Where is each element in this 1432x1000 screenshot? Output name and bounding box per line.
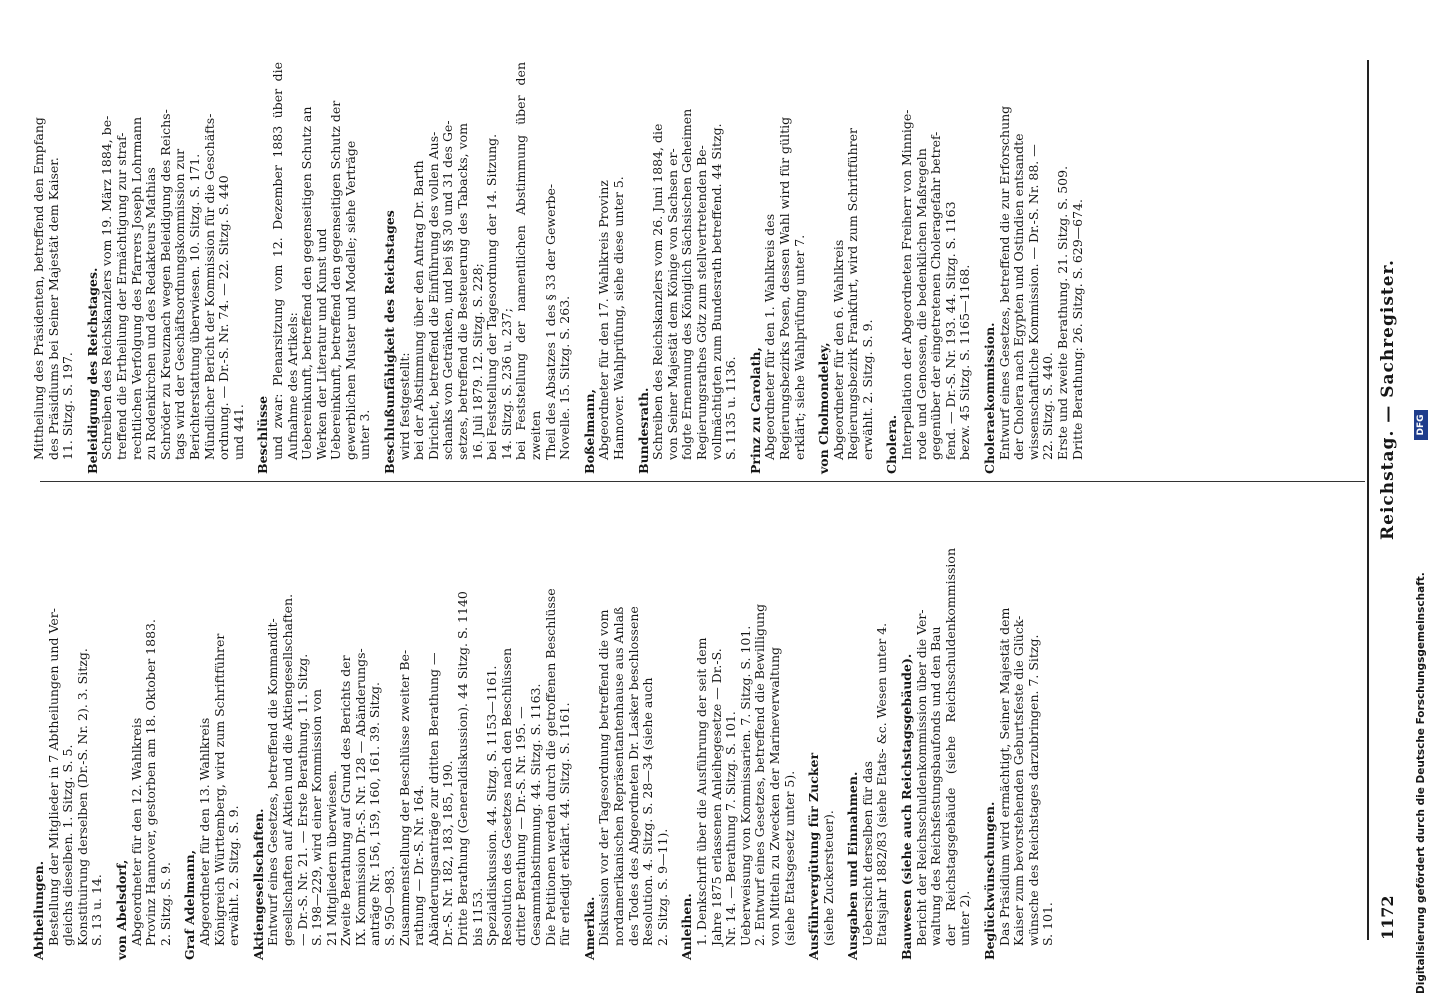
entry-heading: Beleidigung des Reichstages.: [84, 267, 100, 474]
entry-line: 2. Sitzg. S. 9.: [157, 861, 173, 946]
entry-line: Bericht der Reichsschuldenkommission über die Ver-: [913, 609, 929, 946]
entry-line: Diskussion vor der Tagesordnung betreffend die vom: [596, 609, 612, 946]
entry-heading: Beschlüsse: [255, 395, 271, 474]
entry-line: bezw. 45 Sitzg. S. 1165—1168.: [957, 264, 973, 460]
entry-line: Novelle. 15. Sitzg. S. 263.: [557, 295, 573, 460]
entry-line: Uebersicht derselben für das: [859, 761, 875, 946]
entry-line: Mittheilung des Präsidenten, betreffend den Empfang: [31, 117, 46, 460]
entry-heading: Beschlußunfähigkeit des Reichstages: [382, 210, 398, 474]
entry-line: Kaiser zum bevorstehenden Geburtsfeste die Glück-: [1011, 615, 1027, 946]
right-column: [32, 62, 1095, 474]
index-entry: [680, 548, 797, 960]
entry-line: rechtlichen Verfolgung des Pfarrers Joseph Lohrmann: [128, 116, 144, 460]
entry-line: Mündlicher Bericht der Kommission für die Geschäfts-: [201, 113, 217, 460]
index-entry: [900, 548, 973, 960]
entry-line: ordnung. — Dr.-S. Nr. 74. — 22. Sitzg. S. 440: [216, 175, 232, 460]
index-entry: [983, 62, 1085, 474]
entry-heading: Cholera.: [884, 414, 900, 474]
entry-line: Regierungsrathes Götz zum stellvertretenden Be-: [693, 145, 709, 460]
page-header: [1378, 60, 1408, 940]
entry-line: Schröder zu Kreuznach wegen Beleidigung des Reichs-: [157, 109, 173, 460]
entry-line: erwählt. 2. Sitzg. S. 9.: [859, 319, 875, 460]
entry-line: bis 1153.: [469, 887, 485, 946]
entry-heading: Ausgaben und Einnahmen.: [845, 771, 861, 960]
entry-line: Bestellung der Mitglieder in 7 Abtheilungen und Ver-: [45, 608, 61, 946]
entry-line: Erste und zweite Berathung. 21. Sitzg. S. 509.: [1055, 165, 1070, 460]
entry-line: wünsche des Reichstages darzubringen. 7. Sitzg.: [1025, 634, 1041, 946]
entry-heading: Bauwesen (siehe auch Reichstagsgebäude).: [899, 653, 915, 960]
entry-line: Regierungsbezirks Posen, dessen Wahl wird für gültig: [776, 116, 792, 460]
entry-line: Abgeordneter für den 13. Wahlkreis: [196, 717, 212, 946]
entry-line: erklärt; siehe Wahlprüfung unter 7.: [791, 234, 807, 460]
entry-line: wissenschaftliche Kommission. — Dr.-S. Nr. 88. —: [1025, 144, 1041, 460]
index-entry: [86, 62, 247, 474]
entry-line: Zusammenstellung der Beschlüsse zweiter Be-: [396, 649, 412, 946]
entry-line: rathung — Dr.-S. Nr. 164.: [411, 784, 427, 946]
entry-line: 22. Sitzg. S. 440.: [1040, 352, 1056, 460]
footer-credit: Digitalisierung gefördert durch die Deutsche Forschungsgemeinschaft.: [1415, 572, 1427, 994]
digitization-footer: [1412, 0, 1432, 1000]
entry-line: Dirichlet, betreffend die Einführung des vollen Aus-: [425, 131, 441, 460]
index-entry: [32, 548, 105, 960]
entry-line: Etatsjahr 1882/83 (siehe Etats- &c. Wesen unter 4.: [874, 622, 890, 946]
entry-line: der Reichstagsgebäude (siehe Reichsschuldenkommission unter 2).: [942, 548, 973, 946]
entry-line: der Cholera nach Egypten und Ostindien entsandte: [1011, 133, 1027, 460]
entry-line: S. 13 u. 14.: [89, 874, 105, 946]
entry-line: (siehe Zuckersteuer).: [820, 810, 836, 946]
entry-heading: Ausführvergütung für Zucker: [806, 752, 822, 960]
entry-line: des Todes des Abgeordneten Dr. Lasker beschlossene: [625, 606, 641, 946]
index-entry: [115, 548, 173, 960]
entry-heading: von Abelsdorf,: [113, 859, 129, 960]
entry-line: Jahre 1875 erlassenen Anleihegesetze — Dr.-S.: [708, 648, 724, 946]
index-entry: [885, 62, 973, 474]
entry-line: wird festgestellt:: [396, 352, 412, 460]
entry-heading: Abtheilungen.: [31, 860, 46, 960]
running-title: Reichstag. — Sachregister.: [1378, 259, 1398, 540]
entry-line: Schreiben des Reichskanzlers vom 19. März 1884, be-: [99, 115, 115, 460]
entry-line: unter 3.: [357, 409, 373, 460]
entry-line: treffend die Ertheilung der Ermächtigung zur straf-: [113, 132, 129, 460]
entry-heading: Anleihen.: [679, 893, 695, 960]
entry-line: Die Petitionen werden durch die getroffenen Beschlüsse: [542, 588, 558, 946]
entry-line: erwählt. 2. Sitzg. S. 9.: [226, 805, 242, 946]
index-entry: [252, 548, 573, 960]
index-entry: [583, 62, 627, 474]
entry-line: des Präsidiums bei Seiner Majestät dem Kaiser.: [45, 157, 61, 460]
entry-line: (siehe Etatsgesetz unter 5).: [781, 770, 797, 946]
entry-heading: Graf Adelmann,: [182, 849, 198, 960]
entry-line: Schreiben des Reichskanzlers vom 26. Juni 1884, die: [650, 123, 666, 460]
entry-line: Abänderungsanträge zur dritten Berathung —: [425, 652, 441, 946]
entry-heading: Choleraekommission.: [982, 322, 998, 474]
entry-line: Entwurf eines Gesetzes, betreffend die zur Erforschung: [996, 105, 1012, 460]
index-entry: [807, 548, 836, 960]
entry-line: gegenüber der eingetretenen Choleragefahr betref-: [928, 131, 944, 460]
entry-line: tags wird der Geschäftsordnungskommission zur: [172, 148, 188, 460]
entry-line: Dr.-S. Nr. 182, 183, 185, 190.: [440, 760, 456, 946]
entry-line: und zwar: Plenarsitzung vom 12. Dezember 1883 über die Aufnahme des Artikels:: [269, 62, 300, 460]
entry-line: Dritte Berathung (Generaldiskussion). 44 Sitzg. S. 1140: [455, 591, 471, 946]
entry-line: Das Präsidium wird ermächtigt, Seiner Majestät dem: [996, 607, 1012, 946]
entry-line: S. 1135 u. 1136.: [723, 356, 739, 460]
entry-line: Werken der Literatur und Kunst und: [313, 228, 329, 460]
entry-line: 21 Mitgliedern überwiesen.: [323, 770, 339, 946]
entry-heading: Beglückwünschungen.: [982, 801, 998, 960]
entry-heading: Boßelmann,: [581, 389, 597, 474]
entry-line: Berichterstattung überwiesen. 10. Sitzg. S. 171.: [186, 153, 202, 460]
entry-line: Abgeordneter für den 12. Wahlkreis: [128, 717, 144, 946]
entry-line: von Mitteln zu Zwecken der Marineverwaltung: [766, 647, 782, 946]
index-entry: [32, 62, 76, 474]
entry-line: nordamerikanischen Repräsentantenhause aus Anlaß: [610, 606, 626, 946]
entry-line: Dritte Berathung: 26. Sitzg. S. 629—674.: [1069, 198, 1085, 460]
entry-line: Entwurf eines Gesetzes, betreffend die Kommandit-: [265, 618, 281, 946]
entry-line: 2. Entwurf eines Gesetzes, betreffend die Bewilligung: [752, 603, 768, 946]
index-entry: [637, 62, 739, 474]
index-entry: [749, 62, 807, 474]
entry-line: 2. Sitzg. S. 9—11).: [654, 828, 670, 946]
entry-heading: Prinz zu Carolath,: [747, 347, 763, 474]
entry-line: Resolution. 4. Sitzg. S. 28—34 (siehe auch: [640, 677, 656, 946]
index-entry: [583, 548, 671, 960]
entry-line: vollmächtigten zum Bundesrath betreffend. 44 Sitzg.: [708, 123, 724, 460]
entry-line: schanks von Getränken, und bei §§ 30 und 31 des Ge-: [440, 120, 456, 460]
entry-line: setzes, betreffend die Besteuerung des Tabacks, vom: [455, 122, 471, 460]
entry-line: Regierungsbezirk Frankfurt, wird zum Schriftführer: [845, 128, 861, 460]
index-entry: [817, 62, 875, 474]
entry-line: anträge Nr. 156, 159, 160, 161. 39. Sitzg.: [367, 681, 383, 946]
entry-line: bei Feststellung der namentlichen Abstimmung über den zweiten: [513, 62, 543, 460]
entry-line: Resolution des Gesetzes nach den Beschlüssen: [498, 647, 514, 946]
entry-line: Uebereinkunft, betreffend den gegenseitigen Schutz der: [328, 100, 344, 460]
entry-line: 11. Sitzg. S. 197.: [60, 352, 76, 460]
entry-line: dritter Berathung — Dr.-S. Nr. 195. —: [513, 706, 529, 946]
entry-line: — Dr.-S. Nr. 21. — Erste Berathung. 11. Sitzg.: [294, 653, 310, 946]
entry-line: gewerblichen Muster und Modelle; siehe Verträge: [342, 140, 358, 460]
entry-line: Gesammtabstimmung. 44. Sitzg. S. 1163.: [528, 683, 543, 946]
column-divider: [40, 481, 1365, 482]
dfg-logo-icon: DFG: [1414, 410, 1428, 440]
entry-line: S. 198—229, wird einer Kommission von: [309, 689, 325, 946]
entry-line: Abgeordneter für den 6. Wahlkreis: [830, 239, 846, 460]
page-number: 1172: [1378, 895, 1397, 940]
entry-line: IX. Kommission Dr.-S. Nr. 128 — Abänderungs-: [352, 648, 368, 946]
entry-line: Zweite Berathung auf Grund des Berichts der: [338, 655, 354, 946]
entry-line: waltung des Reichsfestungsbaufonds und den Bau: [928, 626, 944, 946]
entry-heading: Aktiengesellschaften.: [250, 808, 266, 960]
entry-line: bei Feststellung der Tagesordnung der 14. Sitzung.: [484, 133, 500, 460]
entry-line: folgte Ernennung des Königlich Sächsischen Geheimen: [679, 108, 695, 460]
entry-line: von Seiner Majestät dem Könige von Sachsen er-: [664, 148, 680, 460]
entry-line: für erledigt erklärt. 44. Sitzg. S. 1161.: [557, 702, 573, 946]
entry-line: rode und Genossen, die bedenklichen Maßregeln: [913, 148, 929, 460]
entry-line: 14. Sitzg. S. 236 u. 237;: [498, 308, 514, 460]
index-entry: [183, 548, 241, 960]
entry-line: gleichs dieselben. 1. Sitzg. S. 5.: [60, 744, 76, 946]
entry-heading: Amerika.: [581, 896, 597, 960]
entry-line: Provinz Hannover, gestorben am 18. Oktober 1883.: [143, 619, 159, 946]
entry-line: gesellschaften auf Aktien und die Aktiengesellschaften.: [279, 593, 295, 946]
entry-line: S. 101.: [1040, 902, 1056, 946]
entry-line: Ueberweisung von Kommissarien. 7. Sitzg. S. 101.: [737, 625, 753, 946]
entry-line: Theil des Absatzes 1 des § 33 der Gewerbe-: [542, 183, 558, 460]
entry-heading: Bundesrath.: [635, 387, 651, 474]
entry-line: Spezialdiskussion. 44. Sitzg. S. 1153—1161.: [484, 665, 500, 946]
index-entry: [383, 62, 573, 474]
entry-line: zu Rodenkirchen und des Redakteurs Mathias: [143, 167, 159, 460]
header-rule: [1367, 60, 1369, 940]
entry-line: bei der Abstimmung über den Antrag Dr. Barth: [411, 160, 427, 460]
entry-line: Abgeordneter für den 1. Wahlkreis des: [762, 213, 778, 460]
entry-line: Uebereinkunft, betreffend den gegenseitigen Schutz an: [299, 106, 315, 460]
entry-line: S. 950—983.: [382, 865, 398, 946]
index-entry: [983, 548, 1056, 960]
entry-line: Königreich Württemberg, wird zum Schriftführer: [211, 633, 227, 946]
entry-line: Hannover. Wahlprüfung, siehe diese unter 5.: [610, 176, 626, 460]
entry-line: 1. Denkschrift über die Ausführung der seit dem: [693, 637, 709, 946]
entry-line: Abgeordneter für den 17. Wahlkreis Provinz: [596, 180, 612, 460]
left-column: [32, 548, 1066, 960]
entry-line: und 441.: [230, 404, 246, 460]
entry-heading: von Cholmondeley,: [816, 342, 832, 474]
entry-line: fend. — Dr.-S. Nr. 193. 44. Sitzg. S. 1163: [942, 201, 958, 460]
entry-line: 16. Juli 1879. 12. Sitzg. S. 228;: [469, 263, 485, 460]
entry-line: Interpellation der Abgeordneten Freiherr von Minnige-: [899, 109, 915, 460]
entry-line: Nr. 14. — Berathung 7. Sitzg. S. 101.: [723, 711, 739, 946]
index-entry: [846, 548, 890, 960]
index-entry: [256, 62, 373, 474]
entry-line: Konstituirung derselben (Dr.-S. Nr. 2). 3. Sitzg.: [74, 648, 90, 946]
